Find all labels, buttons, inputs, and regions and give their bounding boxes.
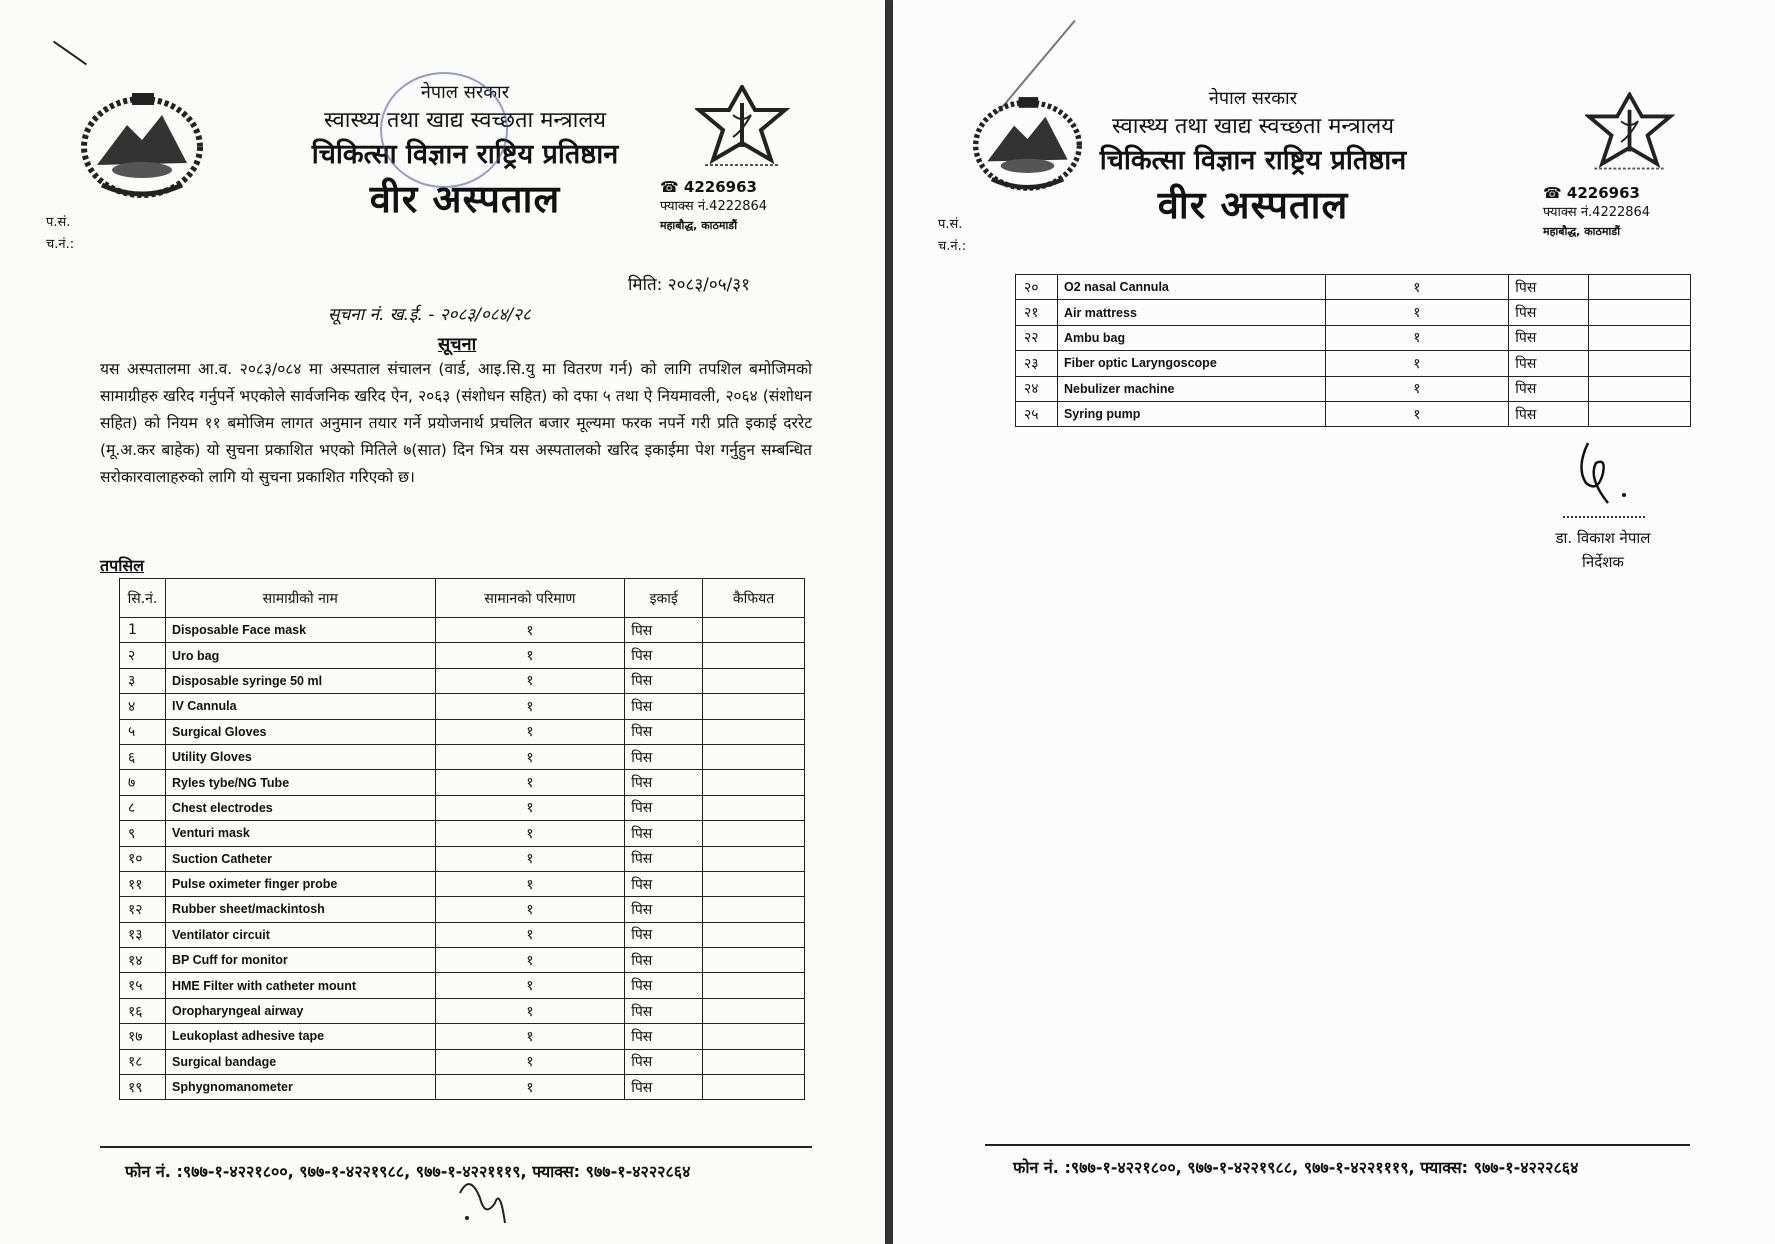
table-row bbox=[120, 694, 805, 719]
institute-name: चिकित्सा विज्ञान राष्ट्रिय प्रतिष्ठान bbox=[311, 139, 619, 170]
table-row bbox=[120, 643, 805, 668]
cell-serial: १२ bbox=[120, 897, 166, 922]
cell-remarks bbox=[703, 770, 805, 795]
table-row bbox=[1016, 325, 1691, 350]
hospital-name: वीर अस्पताल bbox=[1157, 183, 1349, 227]
cell-item-name: Ambu bag bbox=[1057, 325, 1325, 350]
cell-serial: १० bbox=[120, 846, 166, 871]
table-row bbox=[120, 846, 805, 871]
cell-remarks bbox=[703, 1049, 805, 1074]
cell-item-name: Surgical Gloves bbox=[165, 719, 435, 744]
reference-labels bbox=[938, 214, 966, 258]
signatory-title: निर्देशक bbox=[1582, 553, 1624, 571]
government-name: नेपाल सरकार bbox=[420, 82, 510, 103]
cell-serial: २१ bbox=[1016, 300, 1058, 325]
cell-remarks bbox=[703, 1075, 805, 1100]
cell-quantity: १ bbox=[435, 998, 625, 1023]
items-table bbox=[119, 578, 805, 1100]
cell-serial: ९ bbox=[120, 821, 166, 846]
cell-remarks bbox=[703, 719, 805, 744]
table-row bbox=[120, 719, 805, 744]
cell-quantity: १ bbox=[435, 897, 625, 922]
hospital-name: वीर अस्पताल bbox=[369, 177, 561, 221]
cell-unit: पिस bbox=[1509, 325, 1589, 350]
cell-quantity: १ bbox=[435, 1075, 625, 1100]
cell-unit: पिस bbox=[625, 795, 703, 820]
cell-remarks bbox=[1589, 275, 1691, 300]
ministry-name: स्वास्थ्य तथा खाद्य स्वच्छता मन्त्रालय bbox=[323, 108, 607, 133]
cell-remarks bbox=[1589, 376, 1691, 401]
cell-unit: पिस bbox=[625, 973, 703, 998]
table-row bbox=[120, 871, 805, 896]
table-row bbox=[120, 1049, 805, 1074]
signature-line bbox=[1563, 516, 1645, 518]
notice-number: सूचना नं. ख.ई. - २०८३/०८४/२८ bbox=[328, 305, 531, 325]
chalani-number-label: च.नं.: bbox=[46, 237, 75, 252]
cell-remarks bbox=[703, 821, 805, 846]
cell-unit: पिस bbox=[625, 694, 703, 719]
details-heading: तपसिल bbox=[100, 556, 145, 575]
table-row bbox=[1016, 275, 1691, 300]
table-row bbox=[1016, 300, 1691, 325]
cell-quantity: १ bbox=[435, 821, 625, 846]
cell-unit: पिस bbox=[1509, 275, 1589, 300]
cell-unit: पिस bbox=[625, 871, 703, 896]
cell-unit: पिस bbox=[1509, 401, 1589, 426]
patra-sankhya-label: प.सं. bbox=[46, 215, 71, 230]
cell-unit: पिस bbox=[625, 846, 703, 871]
cell-serial: २३ bbox=[1016, 351, 1058, 376]
cell-unit: पिस bbox=[625, 770, 703, 795]
cell-item-name: Surgical bandage bbox=[165, 1049, 435, 1074]
table-row bbox=[120, 744, 805, 769]
hospital-star-logo-icon bbox=[1585, 92, 1675, 174]
cell-quantity: १ bbox=[435, 719, 625, 744]
cell-unit: पिस bbox=[625, 948, 703, 973]
table-row bbox=[120, 973, 805, 998]
signatory-name: डा. विकाश नेपाल bbox=[1555, 529, 1651, 547]
notice-date: मिति: २०८३/०५/३१ bbox=[628, 275, 750, 295]
cell-quantity: १ bbox=[435, 846, 625, 871]
cell-item-name: Disposable syringe 50 ml bbox=[165, 668, 435, 693]
cell-quantity: १ bbox=[1325, 300, 1509, 325]
header-remarks: कैफियत bbox=[703, 579, 805, 618]
cell-item-name: Venturi mask bbox=[165, 821, 435, 846]
institute-name: चिकित्सा विज्ञान राष्ट्रिय प्रतिष्ठान bbox=[1099, 145, 1407, 176]
contact-block bbox=[660, 178, 820, 235]
table-row bbox=[120, 998, 805, 1023]
cell-serial: 1 bbox=[120, 618, 166, 643]
cell-item-name: Nebulizer machine bbox=[1057, 376, 1325, 401]
header-item-name: सामाग्रीको नाम bbox=[165, 579, 435, 618]
table-header-row bbox=[120, 579, 805, 618]
cell-item-name: Ryles tybe/NG Tube bbox=[165, 770, 435, 795]
table-row bbox=[120, 668, 805, 693]
cell-serial: ८ bbox=[120, 795, 166, 820]
cell-item-name: Leukoplast adhesive tape bbox=[165, 1024, 435, 1049]
cell-quantity: १ bbox=[1325, 351, 1509, 376]
notice-body: यस अस्पतालमा आ.व. २०८३/०८४ मा अस्पताल संचालन (वार्ड, आइ.सि.यु मा वितरण गर्न) को लागि तपशिल बमोजिमको सामाग्रीहरु खरिद गर्नुपर्ने भएकोले सार्वजनिक खरिद ऐन, २०६३ (संशोधन सहित) को दफा ५ तथा ऐ नियमावली, २०६४ (संशोधन सहित) को नियम ११ बमोजिम लागत अनुमान तयार गर्ने प्रयोजनार्थ प्रचलित बजार मूल्यमा फरक नपर्ने गरी प्रति इकाई दररेट (मू.अ.कर बाहेक) यो सुचना प्रकाशित भएको मितिले ७(सात) दिन भित्र यस अस्पतालको खरिद इकाईमा पेश गर्नुहुन सम्बन्धित सरोकारवालाहरुको लागि यो सुचना प्रकाशित गरिएको छ। bbox=[100, 360, 812, 486]
cell-remarks bbox=[703, 795, 805, 820]
table-row bbox=[120, 795, 805, 820]
cell-item-name: Sphygnomanometer bbox=[165, 1075, 435, 1100]
cell-remarks bbox=[703, 846, 805, 871]
table-row bbox=[120, 922, 805, 947]
cell-serial: १४ bbox=[120, 948, 166, 973]
cell-item-name: Air mattress bbox=[1057, 300, 1325, 325]
cell-remarks bbox=[703, 1024, 805, 1049]
cell-serial: १६ bbox=[120, 998, 166, 1023]
cell-serial: २२ bbox=[1016, 325, 1058, 350]
cell-quantity: १ bbox=[435, 668, 625, 693]
cell-serial: ७ bbox=[120, 770, 166, 795]
nepal-government-emblem-icon bbox=[72, 85, 212, 205]
cell-item-name: Uro bag bbox=[165, 643, 435, 668]
scan-mark bbox=[53, 41, 87, 66]
cell-unit: पिस bbox=[625, 1049, 703, 1074]
cell-remarks bbox=[703, 744, 805, 769]
official-stamp bbox=[380, 72, 508, 188]
cell-remarks bbox=[703, 948, 805, 973]
cell-item-name: HME Filter with catheter mount bbox=[165, 973, 435, 998]
cell-quantity: १ bbox=[435, 922, 625, 947]
cell-item-name: IV Cannula bbox=[165, 694, 435, 719]
cell-serial: १५ bbox=[120, 973, 166, 998]
table-row bbox=[120, 821, 805, 846]
hospital-star-logo-icon bbox=[695, 85, 790, 170]
cell-item-name: Oropharyngeal airway bbox=[165, 998, 435, 1023]
cell-remarks bbox=[1589, 401, 1691, 426]
fax-number: फ्याक्स नं.4222864 bbox=[1543, 205, 1651, 220]
notice-page-2 bbox=[893, 0, 1775, 1244]
table-row bbox=[1016, 376, 1691, 401]
cell-quantity: १ bbox=[1325, 401, 1509, 426]
cell-serial: ४ bbox=[120, 694, 166, 719]
cell-remarks bbox=[703, 668, 805, 693]
table-row bbox=[120, 897, 805, 922]
cell-unit: पिस bbox=[625, 1075, 703, 1100]
cell-quantity: १ bbox=[1325, 275, 1509, 300]
cell-item-name: BP Cuff for monitor bbox=[165, 948, 435, 973]
cell-item-name: Chest electrodes bbox=[165, 795, 435, 820]
cell-quantity: १ bbox=[435, 643, 625, 668]
table-row bbox=[1016, 351, 1691, 376]
address: महाबौद्ध, काठमाडौं bbox=[1543, 225, 1621, 238]
cell-unit: पिस bbox=[625, 618, 703, 643]
cell-remarks bbox=[1589, 351, 1691, 376]
header-unit: इकाई bbox=[625, 579, 703, 618]
cell-serial: ११ bbox=[120, 871, 166, 896]
cell-serial: ६ bbox=[120, 744, 166, 769]
cell-unit: पिस bbox=[625, 668, 703, 693]
address: महाबौद्ध, काठमाडौं bbox=[660, 219, 738, 232]
header-quantity: सामानको परिमाण bbox=[435, 579, 625, 618]
cell-serial: १८ bbox=[120, 1049, 166, 1074]
cell-item-name: Pulse oximeter finger probe bbox=[165, 871, 435, 896]
contact-block bbox=[1543, 184, 1703, 241]
cell-quantity: १ bbox=[435, 795, 625, 820]
cell-remarks bbox=[1589, 300, 1691, 325]
cell-unit: पिस bbox=[625, 719, 703, 744]
cell-remarks bbox=[703, 897, 805, 922]
cell-remarks bbox=[703, 694, 805, 719]
table-row bbox=[120, 1075, 805, 1100]
items-table-body bbox=[1016, 275, 1691, 427]
ministry-name: स्वास्थ्य तथा खाद्य स्वच्छता मन्त्रालय bbox=[1111, 114, 1395, 139]
cell-unit: पिस bbox=[625, 998, 703, 1023]
reference-labels bbox=[46, 212, 74, 256]
cell-unit: पिस bbox=[625, 744, 703, 769]
cell-unit: पिस bbox=[1509, 351, 1589, 376]
phone-number: ☎ 4226963 bbox=[660, 178, 757, 196]
table-row bbox=[120, 618, 805, 643]
footer-divider bbox=[985, 1144, 1690, 1146]
cell-quantity: १ bbox=[435, 948, 625, 973]
cell-serial: ३ bbox=[120, 668, 166, 693]
cell-remarks bbox=[1589, 325, 1691, 350]
initials-scribble bbox=[455, 1168, 525, 1228]
cell-quantity: १ bbox=[435, 770, 625, 795]
cell-remarks bbox=[703, 871, 805, 896]
fax-number: फ्याक्स नं.4222864 bbox=[660, 199, 768, 214]
cell-quantity: १ bbox=[435, 973, 625, 998]
cell-quantity: १ bbox=[1325, 325, 1509, 350]
items-table-body bbox=[120, 618, 805, 1100]
cell-quantity: १ bbox=[435, 694, 625, 719]
cell-unit: पिस bbox=[625, 897, 703, 922]
cell-item-name: Syring pump bbox=[1057, 401, 1325, 426]
cell-unit: पिस bbox=[625, 821, 703, 846]
cell-item-name: Utility Gloves bbox=[165, 744, 435, 769]
cell-quantity: १ bbox=[1325, 376, 1509, 401]
cell-quantity: १ bbox=[435, 1024, 625, 1049]
cell-serial: २४ bbox=[1016, 376, 1058, 401]
items-table-continued bbox=[1015, 274, 1691, 427]
footer-contact: फोन नं. :९७७-१-४२२१८००, ९७७-१-४२२१९८८, ९७७-१-४२२१११९, फ्याक्स: ९७७-१-४२२२८६४ bbox=[1013, 1158, 1579, 1177]
cell-quantity: १ bbox=[435, 618, 625, 643]
footer-divider bbox=[100, 1146, 812, 1148]
cell-remarks bbox=[703, 643, 805, 668]
patra-sankhya-label: प.सं. bbox=[938, 217, 963, 232]
cell-serial: २५ bbox=[1016, 401, 1058, 426]
cell-serial: १९ bbox=[120, 1075, 166, 1100]
cell-unit: पिस bbox=[625, 922, 703, 947]
government-name: नेपाल सरकार bbox=[1208, 88, 1298, 109]
cell-item-name: Rubber sheet/mackintosh bbox=[165, 897, 435, 922]
cell-unit: पिस bbox=[1509, 300, 1589, 325]
cell-serial: २ bbox=[120, 643, 166, 668]
notice-title: सूचना bbox=[438, 334, 477, 355]
director-signature bbox=[1558, 438, 1638, 518]
notice-page-1 bbox=[0, 0, 885, 1244]
cell-serial: १३ bbox=[120, 922, 166, 947]
cell-serial: १७ bbox=[120, 1024, 166, 1049]
cell-unit: पिस bbox=[625, 1024, 703, 1049]
cell-item-name: Suction Catheter bbox=[165, 846, 435, 871]
cell-quantity: १ bbox=[435, 1049, 625, 1074]
cell-quantity: १ bbox=[435, 871, 625, 896]
cell-remarks bbox=[703, 618, 805, 643]
cell-item-name: Disposable Face mask bbox=[165, 618, 435, 643]
cell-serial: ५ bbox=[120, 719, 166, 744]
table-row bbox=[120, 770, 805, 795]
header-serial: सि.नं. bbox=[120, 579, 166, 618]
cell-unit: पिस bbox=[625, 643, 703, 668]
phone-number: ☎ 4226963 bbox=[1543, 184, 1640, 202]
cell-item-name: O2 nasal Cannula bbox=[1057, 275, 1325, 300]
cell-remarks bbox=[703, 998, 805, 1023]
cell-quantity: १ bbox=[435, 744, 625, 769]
cell-remarks bbox=[703, 973, 805, 998]
table-row bbox=[1016, 401, 1691, 426]
chalani-number-label: च.नं.: bbox=[938, 239, 967, 254]
cell-unit: पिस bbox=[1509, 376, 1589, 401]
cell-item-name: Ventilator circuit bbox=[165, 922, 435, 947]
table-row bbox=[120, 1024, 805, 1049]
cell-item-name: Fiber optic Laryngoscope bbox=[1057, 351, 1325, 376]
cell-remarks bbox=[703, 922, 805, 947]
table-row bbox=[120, 948, 805, 973]
footer-contact: फोन नं. :९७७-१-४२२१८००, ९७७-१-४२२१९८८, ९७७-१-४२२१११९, फ्याक्स: ९७७-१-४२२२८६४ bbox=[125, 1162, 691, 1181]
cell-serial: २० bbox=[1016, 275, 1058, 300]
